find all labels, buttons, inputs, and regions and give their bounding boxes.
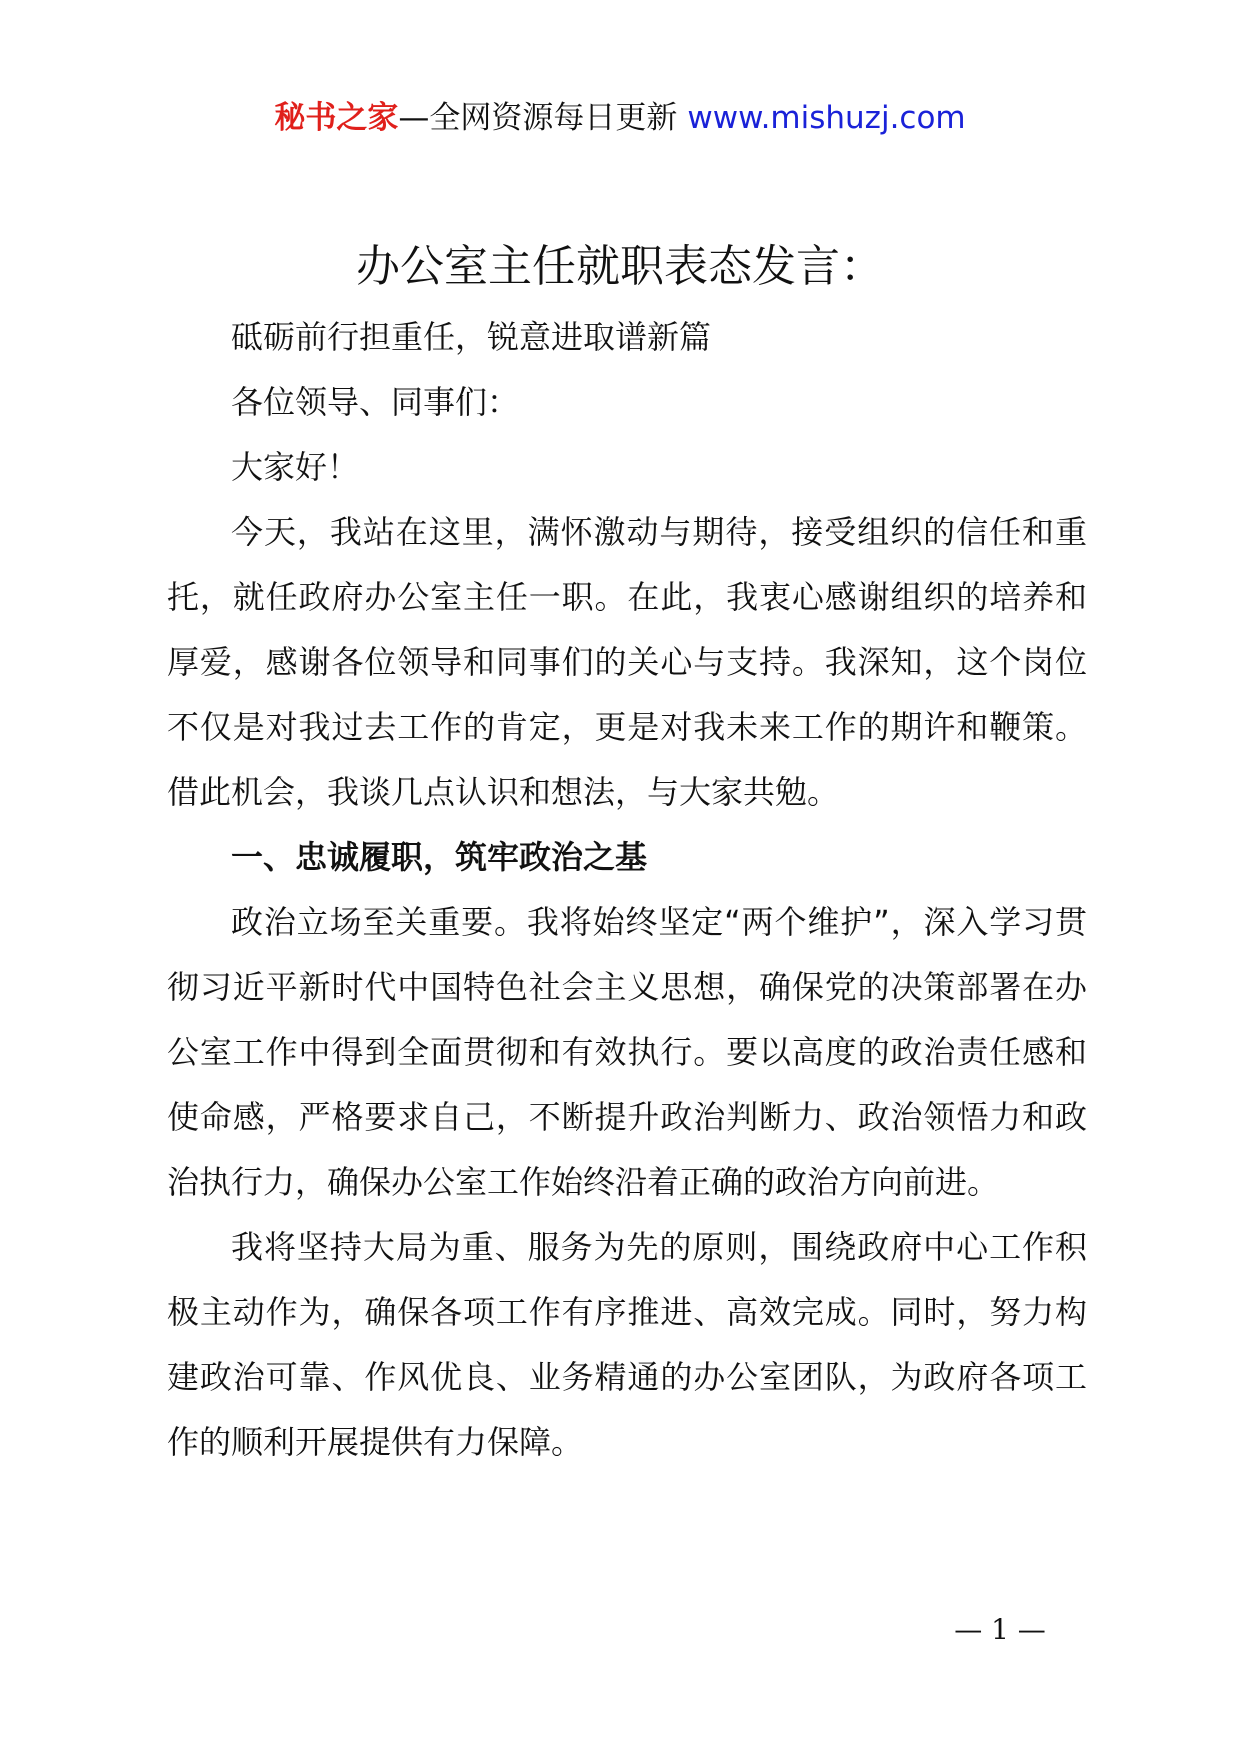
site-header [0,98,1240,138]
section-heading: 一、忠诚履职，筑牢政治之基 [231,838,648,876]
page-number: — 1 — [954,1613,1046,1646]
site-url-link[interactable]: www.mishuzj.com [687,100,966,136]
greeting: 大家好！ [231,448,360,486]
document-body [167,305,1087,1475]
body-paragraph: 政治立场至关重要。我将始终坚定“两个维护”，深入学习贯彻习近平新时代中国特色社会主义思想，确保党的决策部署在办公室工作中得到全面贯彻和有效执行。要以高度的政治责任感和使命感，严格要求自己，不断提升政治判断力、政治领悟力和政治执行力，确保办公室工作始终沿着正确的政治方向前进。 [167,903,1087,1201]
header-slogan: —全网资源每日更新 [398,100,678,136]
salutation: 各位领导、同事们： [231,383,520,421]
document-subtitle: 砥砺前行担重任，锐意进取谱新篇 [231,318,712,356]
document-title: 办公室主任就职表态发言： [356,241,884,292]
brand-name: 秘书之家 [274,100,399,136]
body-paragraph: 今天，我站在这里，满怀激动与期待，接受组织的信任和重托，就任政府办公室主任一职。在此，我衷心感谢组织的培养和厚爱，感谢各位领导和同事们的关心与支持。我深知，这个岗位不仅是对我过去工作的肯定，更是对我未来工作的期许和鞭策。借此机会，我谈几点认识和想法，与大家共勉。 [167,513,1087,811]
body-paragraph: 我将坚持大局为重、服务为先的原则，围绕政府中心工作积极主动作为，确保各项工作有序推进、高效完成。同时，努力构建政治可靠、作风优良、业务精通的办公室团队，为政府各项工作的顺利开展提供有力保障。 [167,1228,1087,1461]
